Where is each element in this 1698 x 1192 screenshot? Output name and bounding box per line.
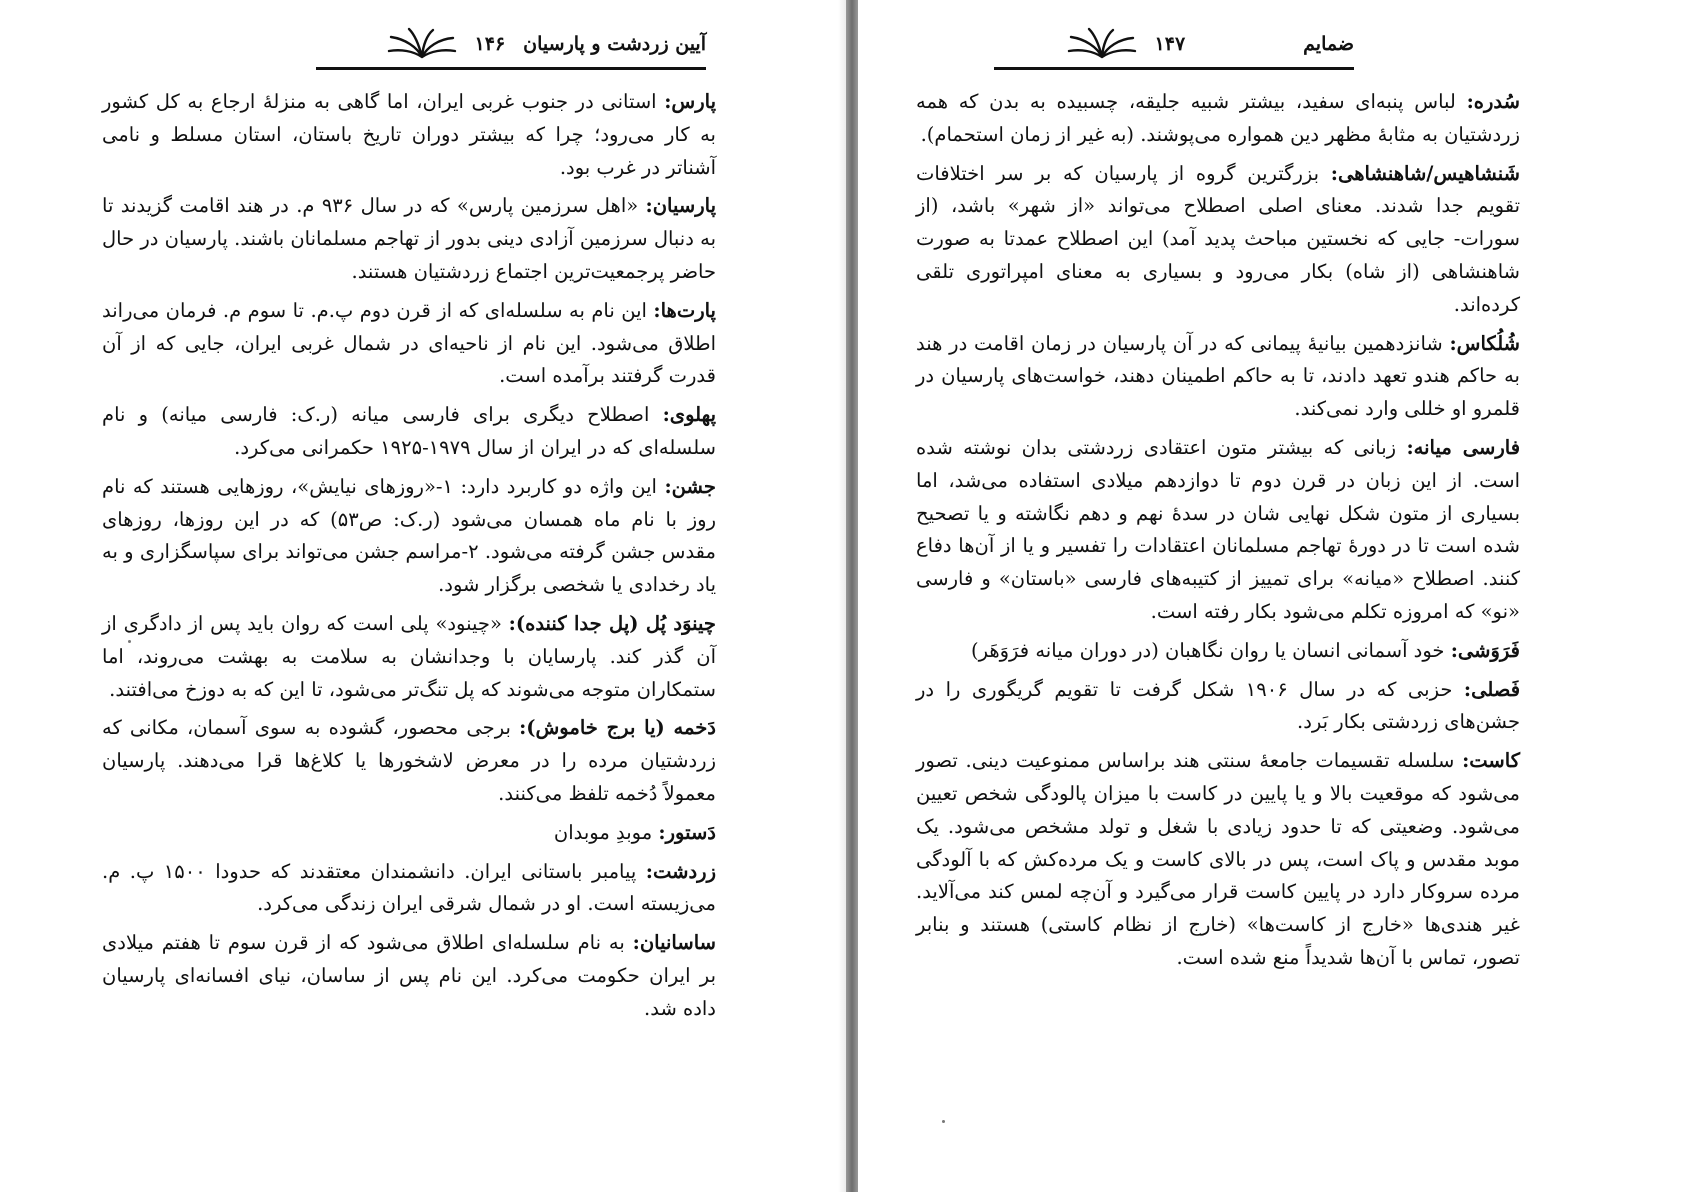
entry-term: شَنشاهیس/شاهنشاهی: bbox=[1330, 161, 1521, 185]
left-header-title: آیین زردشت و پارسیان bbox=[523, 33, 706, 55]
entry-term: جشن: bbox=[664, 474, 716, 498]
entry-text: شانزدهمین بیانیهٔ پیمانی که در آن پارسیان در زمان اقامت در هند به حاکم هندو تعهد دادند، تا به حاکم اطمینان دهند، خواست‌های پارسیان در قلمرو او خللی وارد نمی‌کند. bbox=[916, 331, 1520, 421]
entry-text: برجی محصور، گشوده به سوی آسمان، مکانی که زردشتیان مرده را در معرض لاشخورها یا کلاغ‌ها قرا می‌دهند. پارسیان معمولاً دُخمه تلفظ می‌کنند. bbox=[102, 716, 716, 805]
scan-speck bbox=[128, 640, 131, 643]
glossary-entry bbox=[916, 635, 1520, 668]
entry-text: حزبی که در سال ۱۹۰۶ شکل گرفت تا تقویم گریگوری را در جشن‌های زردشتی بکار بَرد. bbox=[916, 677, 1520, 734]
entry-text: این نام به سلسله‌ای که از قرن دوم پ.م. تا سوم م. فرمان می‌راند اطلاق می‌شود. این نام از ناحیه‌ای در شمال غربی ایران، جایی که از آن قدرت گرفتند برآمده است. bbox=[102, 298, 716, 388]
entry-term: فَرَوَشی: bbox=[1450, 638, 1520, 662]
left-header-rule bbox=[316, 67, 706, 70]
palm-ornament-icon bbox=[1067, 27, 1137, 61]
entry-term: چینوَد پُل (پل جدا کننده): bbox=[508, 611, 716, 635]
entry-term: سُدره: bbox=[1466, 90, 1520, 113]
left-page-number: ۱۴۶ bbox=[474, 33, 506, 55]
right-running-header bbox=[994, 14, 1354, 74]
glossary-entry bbox=[102, 817, 716, 850]
left-running-header bbox=[316, 14, 706, 74]
glossary-entry bbox=[916, 432, 1520, 629]
entry-term: دَخمه (یا برج خاموش): bbox=[519, 716, 716, 740]
entry-text: اصطلاح دیگری برای فارسی میانه (ر.ک: فارسی میانه) و نام سلسله‌ای که در ایران از سال ۱۹۷۹-۱۹۲۵ حکمرانی می‌کرد. bbox=[102, 403, 716, 459]
entry-term: ساسانیان: bbox=[632, 931, 716, 955]
entry-text: استانی در جنوب غربی ایران، اما گاهی به منزلهٔ ارجاع به کل کشور به کار می‌رود؛ چرا که بیشتر دوران تاریخ باستان، استان مسلط و نامی آشنا‌تر در غرب بود. bbox=[102, 90, 716, 179]
glossary-entry bbox=[102, 712, 716, 810]
entry-text: موبدِ موبدان bbox=[553, 820, 653, 844]
glossary-entry bbox=[102, 295, 716, 393]
entry-text: بزرگترین گروه از پارسیان که بر سر اختلافات تقویم جدا شدند. معنای اصلی اصطلاح می‌تواند «از شهر» باشد، (از سورات- جایی که نخستین مباحث پدید آمد) این اصطلاح عمدتا به صورت شاهنشاهی (از شاه) بکار می‌رود و بسیاری به معنای امپراتوری تلقی کرده‌اند. bbox=[916, 161, 1520, 316]
entry-text: این واژه دو کاربرد دارد: ۱-«روزهای نیایش»، روزهایی هستند که نام روز با نام ماه همسان می‌شود (ر.ک: ص۵۳) که در این روزها، روزهای مقدس جشن گرفته می‌شود. ۲-مراسم جشن می‌تواند برای سپاسگزاری و به یاد رخدادی یا شخصی برگزار شود. bbox=[102, 474, 716, 597]
glossary-entry bbox=[102, 399, 716, 465]
entry-term: دَستور: bbox=[658, 820, 716, 844]
entry-term: پارسیان: bbox=[645, 194, 716, 218]
entry-term: پارس: bbox=[664, 90, 716, 113]
scan-speck bbox=[942, 1120, 945, 1123]
glossary-entry bbox=[102, 86, 716, 184]
gutter-shadow bbox=[838, 0, 846, 1192]
glossary-entry bbox=[102, 927, 716, 1025]
entry-term: پارت‌ها: bbox=[653, 298, 716, 322]
entry-text: لباس پنبه‌ای سفید، بیشتر شبیه جلیقه، چسبیده به بدن که همه زردشتیان به مثابهٔ مظهر دین همواره می‌پوشند. (به غیر از زمان استحمام). bbox=[916, 90, 1520, 146]
entry-term: شُلُکاس: bbox=[1449, 331, 1520, 355]
left-glossary bbox=[102, 86, 716, 1032]
entry-term: کاست: bbox=[1462, 749, 1520, 773]
entry-term: زردشت: bbox=[645, 859, 716, 883]
right-glossary bbox=[916, 86, 1520, 981]
right-header-title: ضمایم bbox=[1303, 33, 1354, 55]
glossary-entry bbox=[102, 856, 716, 922]
entry-term: پهلوی: bbox=[662, 403, 717, 427]
right-header-rule bbox=[994, 67, 1354, 70]
entry-term: فَصلی: bbox=[1463, 677, 1521, 701]
glossary-entry bbox=[102, 471, 716, 602]
glossary-entry bbox=[916, 158, 1520, 322]
right-page bbox=[858, 0, 1698, 1192]
glossary-entry bbox=[916, 328, 1520, 426]
glossary-entry bbox=[916, 86, 1520, 152]
entry-text: زبانی که بیشتر متون اعتقادی زردشتی بدان نوشته شده است. از این زبان در قرن دوم تا دوازدهم میلادی استفاده می‌شد، اما بسیاری از متون شکل نهایی شان در سدهٔ نهم و دهم نگاشته و یا تصحیح شده است تا در دورهٔ تهاجم مسلمانان اعتقادات را تفسیر و یا از آن‌ها دفاع کنند. اصطلاح «میانه» برای تمییز از کتیبه‌های فارسی «باستان» و فارسی «نو» که امروزه تکلم می‌شود بکار رفته است. bbox=[916, 435, 1520, 623]
glossary-entry bbox=[916, 674, 1520, 740]
entry-text: به نام سلسله‌ای اطلاق می‌شود که از قرن سوم تا هفتم میلادی بر ایران حکومت می‌کرد. این نام پس از ساسان، نیای افسانه‌ای پارسیان داده شد. bbox=[102, 931, 716, 1020]
entry-text: سلسله تقسیمات جامعهٔ سنتی هند براساس ممنوعیت دینی. تصور می‌شود که موقعیت بالا و یا پایین در کاست با میزان پالودگی شخص تعیین می‌شود. وضعیتی که تا حدود زیادی با شغل و تولد مشخص می‌شود. یک موبد مقدس و پاک است، پس در بالای کاست و یک مرده‌کش که با آلودگی مرده سروکار دارد در پایین کاست قرار می‌گیرد و آن‌چه لمس کند می‌آلاید. غیر هندی‌ها «خارج از کاست‌ها» (خارج از نظام کاستی) هستند و بنابر تصور، تماس با آن‌ها شدیداً منع شده است. bbox=[916, 749, 1520, 969]
left-page bbox=[0, 0, 846, 1192]
glossary-entry bbox=[916, 745, 1520, 975]
entry-text: پیامبر باستانی ایران. دانشمندان معتقدند که حدودا ۱۵۰۰ پ. م. می‌زیسته است. او در شمال شرقی ایران زندگی می‌کرد. bbox=[102, 859, 716, 916]
glossary-entry bbox=[102, 190, 716, 288]
right-page-number: ۱۴۷ bbox=[1154, 33, 1186, 55]
glossary-entry bbox=[102, 608, 716, 706]
entry-term: فارسی میانه: bbox=[1406, 435, 1521, 459]
entry-text: خود آسمانی انسان یا روان نگاهبان (در دوران میانه فرَوَهَر) bbox=[970, 638, 1445, 662]
entry-text: «اهل سرزمین پارس» که در سال ۹۳۶ م. در هند اقامت گزیدند تا به دنبال سرزمین آزادی دینی بدور از تهاجم مسلمانان باشند. پارسیان در حال حاضر پرجمعیت‌ترین اجتماع زردشتیان هستند. bbox=[102, 194, 716, 283]
palm-ornament-icon bbox=[387, 27, 457, 61]
entry-text: «چینود» پلی است که روان باید پس از دادگری از آن گذر کند. پارسایان با وجدانشان به سلامت به بهشت می‌روند، اما ستمکاران متوجه می‌شوند که پل تنگ‌تر می‌شود، تا این که به دوزخ می‌افتند. bbox=[102, 611, 716, 701]
book-gutter bbox=[846, 0, 858, 1192]
